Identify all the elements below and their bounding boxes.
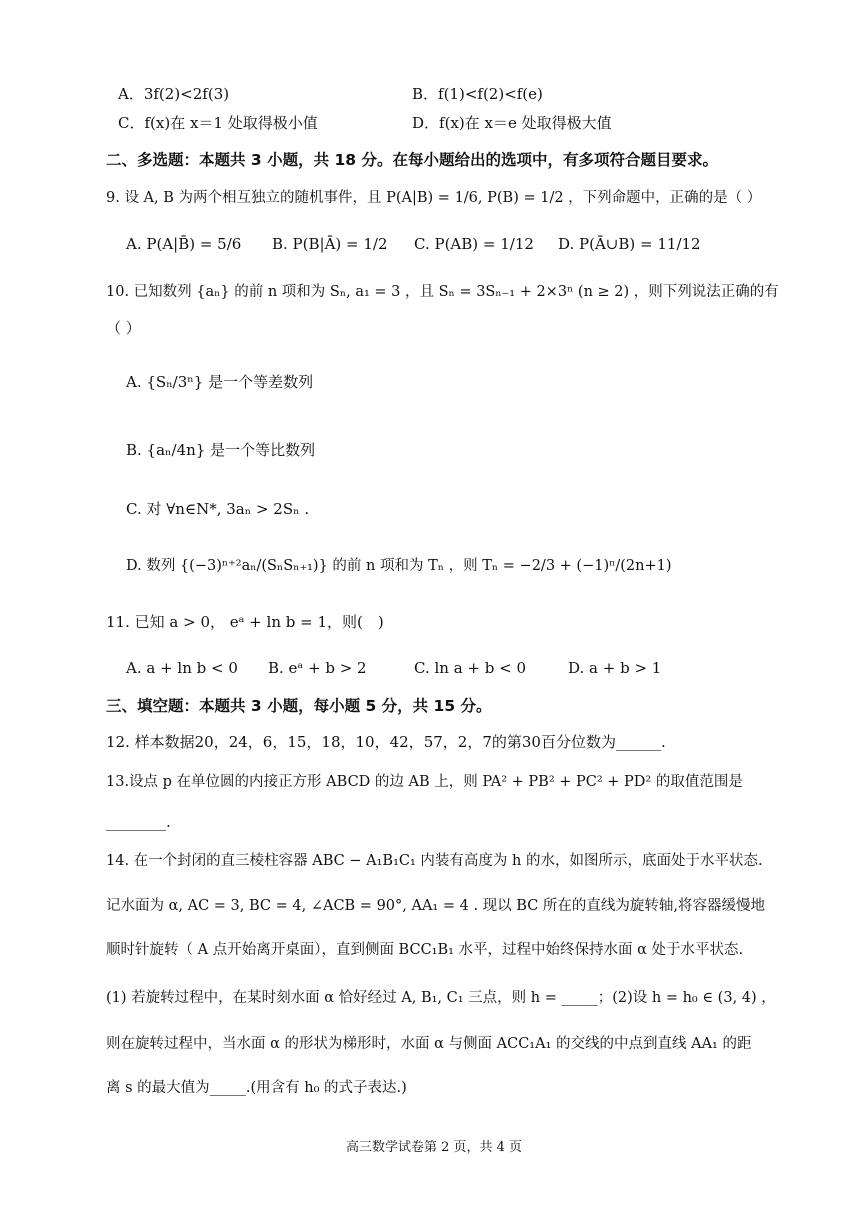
q10-paren: （ ） (106, 319, 141, 337)
q11-option-b: B. eᵃ + b > 2 (268, 659, 367, 677)
q10-stem: 10. 已知数列 {aₙ} 的前 n 项和为 Sₙ, a₁ = 3 ，且 Sₙ = 3Sₙ₋₁ + 2×3ⁿ (n ≥ 2) ，则下列说法正确的有 (106, 284, 779, 300)
q11-option-c: C. ln a + b < 0 (414, 659, 527, 677)
section3-heading: 三、填空题：本题共 3 小题，每小题 5 分，共 15 分。 (106, 697, 492, 715)
q10-option-a: A. {Sₙ/3ⁿ} 是一个等差数列 (126, 373, 314, 391)
q14-line4: (1) 若旋转过程中，在某时刻水面 α 恰好经过 A, B₁, C₁ 三点，则 h = _____；(2)设 h = h₀ ∈ (3, 4) ， (106, 990, 776, 1006)
q9-stem: 9. 设 A, B 为两个相互独立的随机事件，且 P(A|B) = 1/6, P(B) = 1/2 ，下列命题中，正确的是（ ） (106, 190, 762, 206)
q10-option-c: C. 对 ∀n∈N*, 3aₙ > 2Sₙ . (126, 500, 310, 518)
q8-option-c: C．f(x)在 x＝1 处取得极小值 (118, 114, 318, 132)
q13-line1: 13.设点 p 在单位圆的内接正方形 ABCD 的边 AB 上，则 PA² + PB² + PC² + PD² 的取值范围是 (106, 774, 743, 790)
q11-option-a: A. a + ln b < 0 (126, 659, 238, 677)
q14-line1: 14. 在一个封闭的直三棱柱容器 ABC − A₁B₁C₁ 内装有高度为 h 的水，如图所示，底面处于水平状态. (106, 853, 763, 869)
q11-option-d: D. a + b > 1 (568, 659, 662, 677)
q9-option-d: D. P(Ā∪B) = 11/12 (558, 235, 701, 253)
q14-line3: 顺时针旋转（ A 点开始离开桌面），直到侧面 BCC₁B₁ 水平，过程中始终保持水面 α 处于水平状态. (106, 942, 744, 958)
q11-stem: 11. 已知 a > 0， eᵃ + ln b = 1，则( ) (106, 613, 384, 631)
q13-line2: ________. (106, 813, 171, 831)
section2-heading: 二、多选题：本题共 3 小题，共 18 分。在每小题给出的选项中，有多项符合题目要求。 (106, 151, 718, 169)
q9-option-a: A. P(A|B̄) = 5/6 (126, 235, 242, 253)
q8-option-b: B．f(1)<f(2)<f(e) (412, 85, 543, 103)
q12: 12. 样本数据20，24，6，15，18，10，42，57，2，7的第30百分位数为______. (106, 733, 666, 751)
q10-option-b: B. {aₙ/4n} 是一个等比数列 (126, 441, 316, 459)
q8-option-a: A．3f(2)<2f(3) (118, 85, 230, 103)
q14-line6: 离 s 的最大值为_____.(用含有 h₀ 的式子表达.) (106, 1080, 407, 1096)
q8-option-d: D．f(x)在 x＝e 处取得极大值 (412, 114, 612, 132)
page-footer: 高三数学试卷第 2 页，共 4 页 (345, 1140, 523, 1155)
q14-line5: 则在旋转过程中，当水面 α 的形状为梯形时，水面 α 与侧面 ACC₁A₁ 的交线的中点到直线 AA₁ 的距 (106, 1036, 752, 1052)
q14-line2: 记水面为 α, AC = 3, BC = 4, ∠ACB = 90°, AA₁ = 4 . 现以 BC 所在的直线为旋转轴,将容器缓慢地 (106, 898, 766, 914)
q9-option-b: B. P(B|Ā) = 1/2 (272, 235, 388, 253)
q10-option-d: D. 数列 {(−3)ⁿ⁺²aₙ/(SₙSₙ₊₁)} 的前 n 项和为 Tₙ ，则 Tₙ = −2/3 + (−1)ⁿ/(2n+1) (126, 558, 672, 574)
q9-option-c: C. P(AB) = 1/12 (414, 235, 534, 253)
